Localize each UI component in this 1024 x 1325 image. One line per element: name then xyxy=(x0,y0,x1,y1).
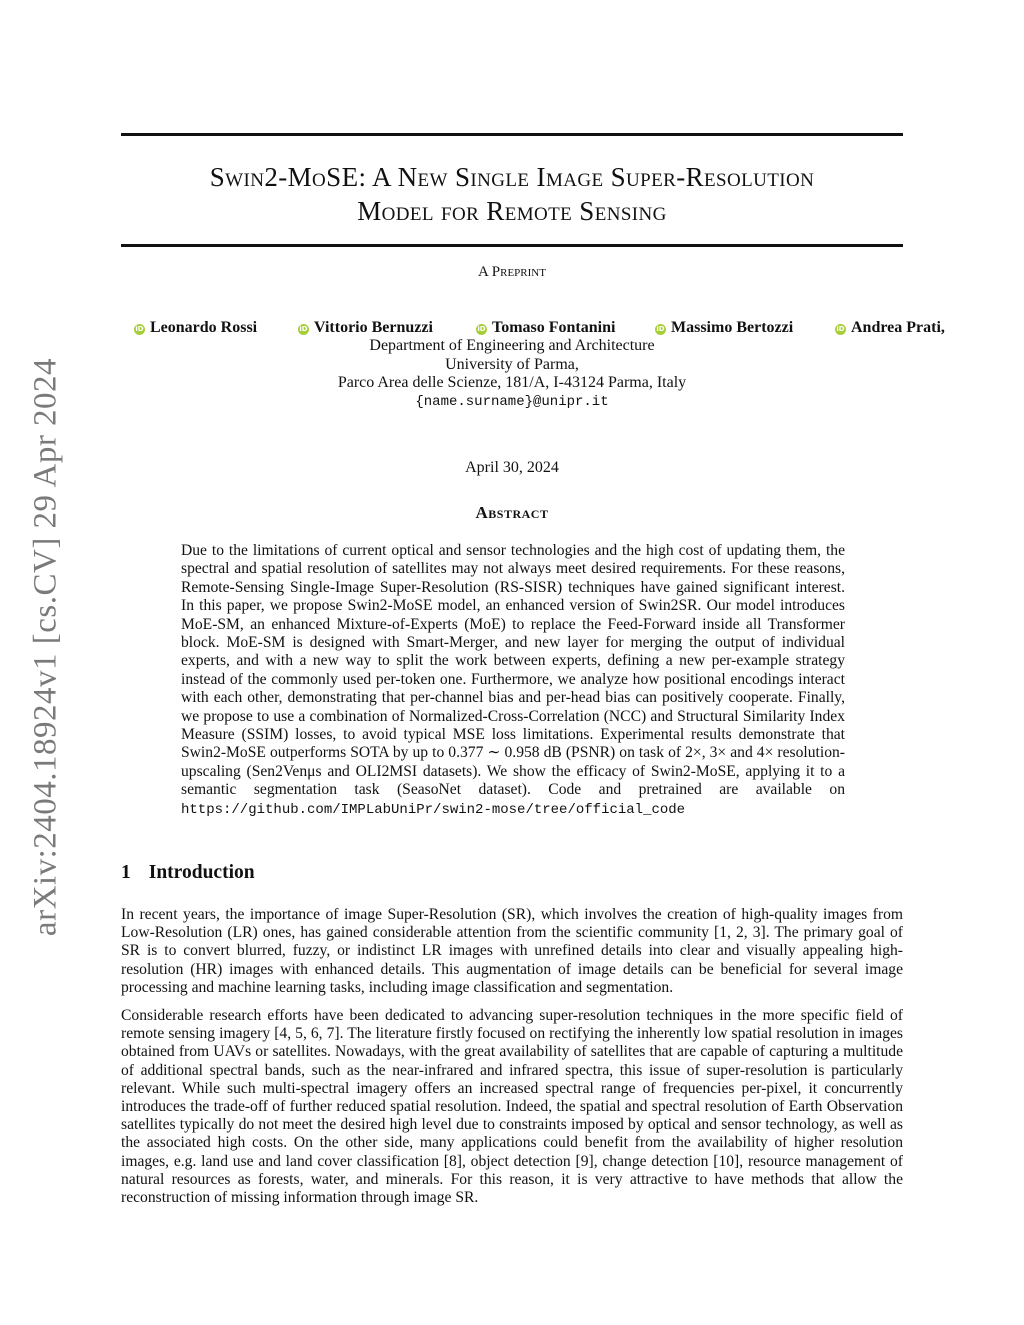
orcid-icon[interactable]: iD xyxy=(836,325,845,333)
orcid-icon[interactable]: iD xyxy=(656,325,665,333)
title-bottom-rule xyxy=(121,244,903,247)
intro-paragraph-2: Considerable research efforts have been dedicated to advancing super-resolution techniques in the more specific field of remote sensing imagery [4, 5, 6, 7]. The literature firstly focused on rectifying the inherently low spatial resolution in images obtained from UAVs or satellites. Nowadays, with the great availability of satellites that are capable of capturing a multitude of additional spectral bands, such as the near-infrared and infrared spectra, this issue of super-resolution is particularly relevant. While such multi-spectral imagery offers an increased spectral range of frequencies per-pixel, it concurrently introduces the trade-off of further reduced spatial resolution. Indeed, the spatial and spectral resolution of Earth Observation satellites typically do not meet the desired high level due to constraints imposed by optical and sensor technology, as well as the associated high costs. On the other side, many applications could benefit from the availability of higher resolution images, e.g. land use and land cover classification [8], object detection [9], change detection [10], resource management of natural resources as forests, water, and minerals. For this reason, it is very attractive to have methods that allow the reconstruction of missing information through image SR. xyxy=(121,1007,903,1207)
title-line-2: Model for Remote Sensing xyxy=(357,196,667,226)
orcid-icon[interactable]: iD xyxy=(477,325,486,333)
affiliation-university: University of Parma, xyxy=(445,355,579,373)
author-name: Leonardo Rossi xyxy=(150,319,258,336)
author-name: Vittorio Bernuzzi xyxy=(314,319,433,336)
section-heading xyxy=(121,862,255,884)
abstract-heading: Abstract xyxy=(475,503,549,522)
author-name: Tomaso Fontanini xyxy=(492,319,616,336)
section-title: Introduction xyxy=(148,862,255,883)
paper-date: April 30, 2024 xyxy=(465,459,559,476)
arxiv-identifier: arXiv:2404.18924v1 [cs.CV] 29 Apr 2024 xyxy=(27,357,63,937)
author xyxy=(134,319,257,337)
author xyxy=(655,319,793,337)
author-name: Andrea Prati, xyxy=(851,319,945,336)
author xyxy=(476,319,615,337)
affiliation xyxy=(0,337,1024,411)
paper-title xyxy=(121,160,903,228)
title-top-rule xyxy=(121,133,903,136)
code-link[interactable]: https://github.com/IMPLabUniPr/swin2-mose/tree/official_code xyxy=(181,801,686,818)
author xyxy=(835,319,945,337)
author-list xyxy=(134,319,964,339)
intro-paragraph-1: In recent years, the importance of image Super-Resolution (SR), which involves the creation of high-quality images from Low-Resolution (LR) ones, has gained considerable attention from the scientific community [1, 2, 3]. The primary goal of SR is to convert blurred, fuzzy, or indistinct LR images with unrefined details into clear and visually appealing high-resolution (HR) images with enhanced details. This augmentation of image details can be beneficial for several image processing and machine learning tasks, including image classification and segmentation. xyxy=(121,906,903,996)
section-number: 1 xyxy=(121,862,131,883)
abstract-body xyxy=(181,542,845,819)
affiliation-department: Department of Engineering and Architecture xyxy=(369,337,655,354)
author xyxy=(298,319,433,337)
orcid-icon[interactable]: iD xyxy=(299,325,308,333)
title-line-1: Swin2-MoSE: A New Single Image Super-Resolution xyxy=(209,162,815,192)
affiliation-email[interactable]: {name.surname}@unipr.it xyxy=(415,393,609,410)
arxiv-sidebar xyxy=(23,350,68,944)
affiliation-address: Parco Area delle Scienze, 181/A, I-43124 Parma, Italy xyxy=(337,374,687,391)
orcid-icon[interactable]: iD xyxy=(135,325,144,333)
abstract-text: Due to the limitations of current optical and sensor technologies and the high cost of updating them, the spectral and spatial resolution of satellites may not always meet desired requirements. For these reasons, Remote-Sensing Single-Image Super-Resolution (RS-SISR) techniques have gained significant interest. In this paper, we propose Swin2-MoSE model, an enhanced version of Swin2SR. Our model introduces MoE-SM, an enhanced Mixture-of-Experts (MoE) to replace the Feed-Forward inside all Transformer block. MoE-SM is designed with Smart-Merger, and new layer for merging the output of individual experts, and with a new way to split the work between experts, defining a new per-example strategy instead of the commonly used per-token one. Furthermore, we analyze how positional encodings interact with each other, demonstrating that per-channel bias and per-head bias can positively cooperate. Finally, we propose to use a combination of Normalized-Cross-Correlation (NCC) and Structural Similarity Index Measure (SSIM) losses, to avoid typical MSE loss limitations. Experimental results demonstrate that Swin2-MoSE outperforms SOTA by up to 0.377 ∼ 0.958 dB (PSNR) on task of 2×, 3× and 4× resolution-upscaling (Sen2Venμs and OLI2MSI datasets). We show the efficacy of Swin2-MoSE, applying it to a semantic segmentation task (SeasoNet dataset). Code and pretrained are available on xyxy=(181,542,845,799)
author-name: Massimo Bertozzi xyxy=(671,319,794,336)
preprint-label: A Preprint xyxy=(478,264,546,280)
